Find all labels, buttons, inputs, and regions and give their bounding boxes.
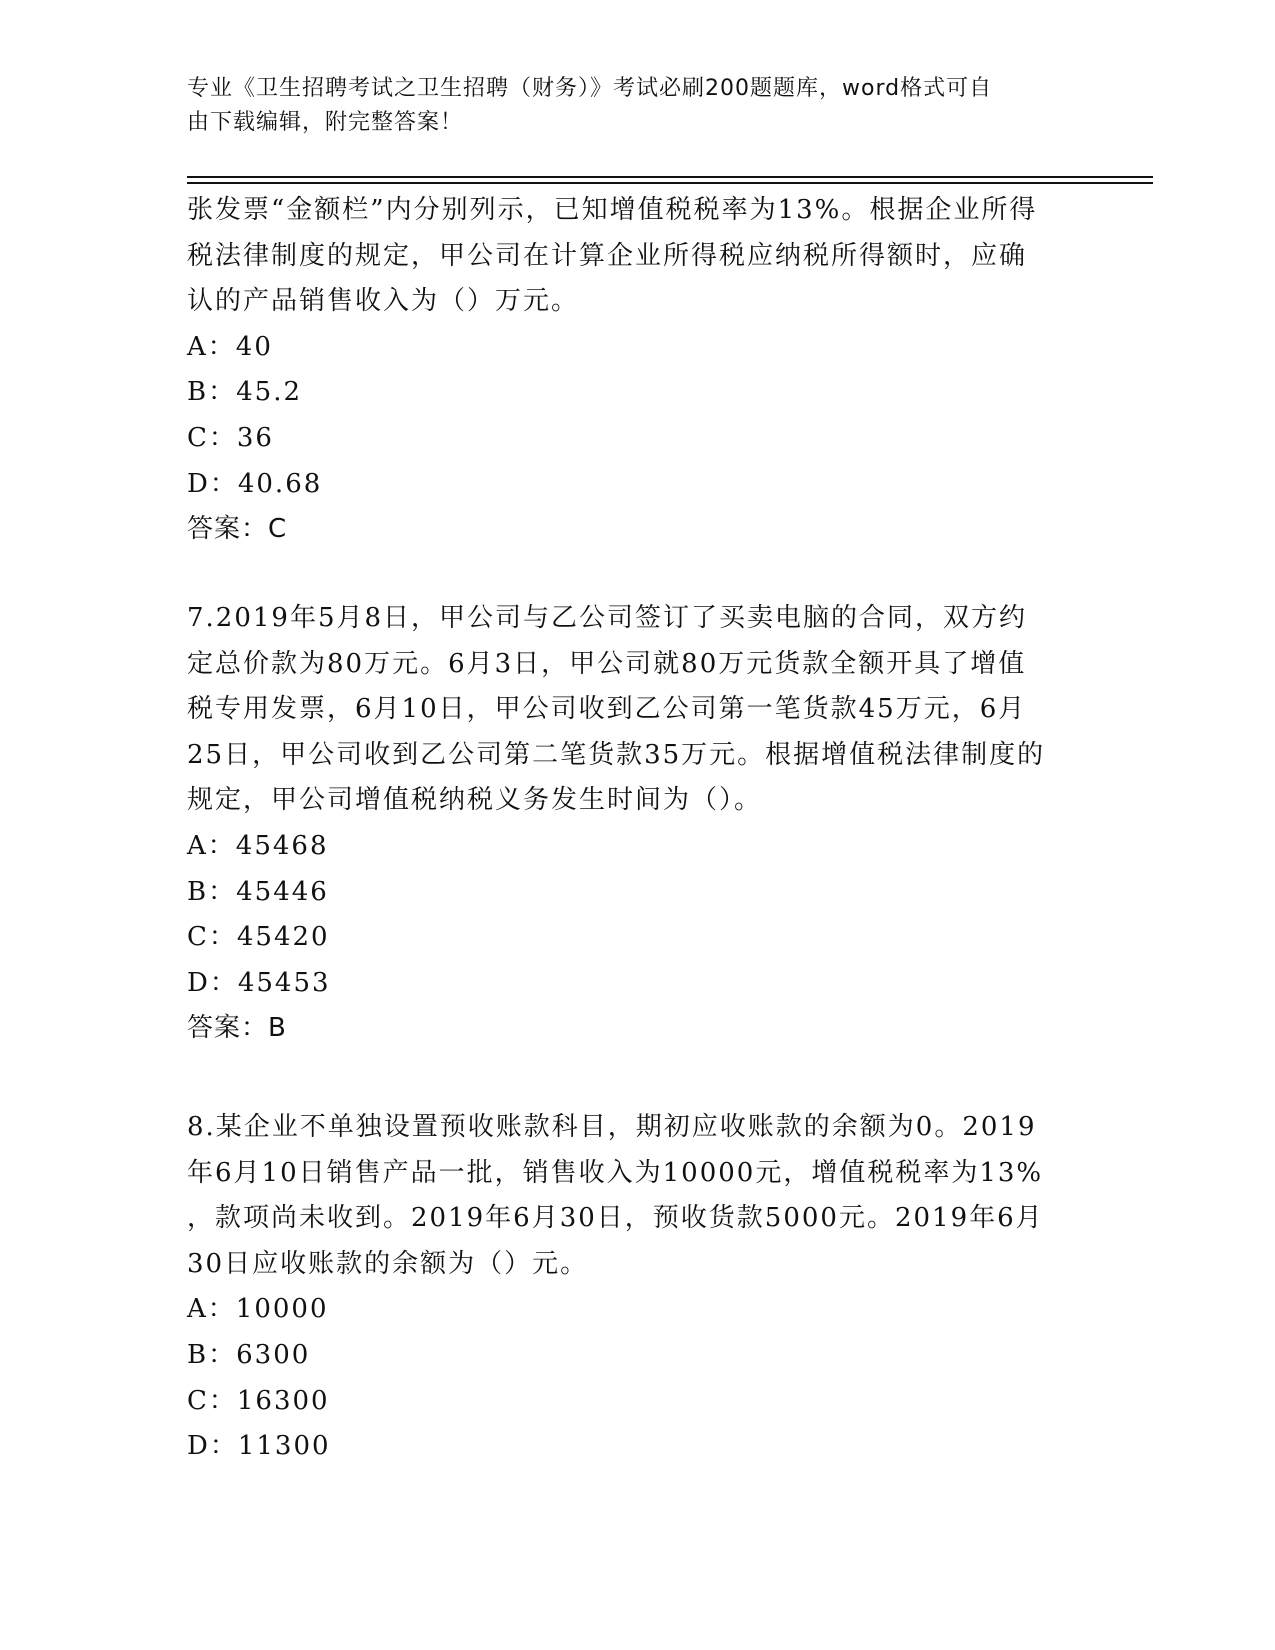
question-line: 7.2019年5月8日，甲公司与乙公司签订了买卖电脑的合同，双方约: [187, 603, 1028, 633]
answer-line: 答案：B: [187, 1013, 287, 1044]
question-line: 税专用发票，6月10日，甲公司收到乙公司第一笔货款45万元，6月: [187, 694, 1027, 725]
option-a: A：10000: [187, 1294, 329, 1325]
header-line: 由下载编辑，附完整答案！: [187, 110, 464, 135]
option-b: B：45446: [187, 876, 329, 907]
option-c: C：36: [187, 422, 274, 453]
option-a: A：45468: [187, 830, 329, 861]
question-line: 张发票“金额栏”内分别列示，已知增值税税率为13%。根据企业所得: [187, 195, 1038, 225]
header-divider-top: [187, 176, 1153, 178]
option-b: B：45.2: [187, 377, 302, 408]
question-line: 年6月10日销售产品一批，销售收入为10000元，增值税税率为13%: [187, 1157, 1044, 1188]
question-block: [187, 596, 1087, 1052]
question-block: [187, 1105, 1087, 1470]
question-line: 税法律制度的规定，甲公司在计算企业所得税应纳税所得额时，应确: [187, 240, 1028, 271]
question-line: 25日，甲公司收到乙公司第二笔货款35万元。根据增值税法律制度的: [187, 739, 1046, 770]
option-d: D：45453: [187, 967, 331, 998]
document-header: [187, 72, 1067, 140]
question-line: 30日应收账款的余额为（）元。: [187, 1248, 589, 1279]
question-line: 规定，甲公司增值税纳税义务发生时间为（）。: [187, 785, 763, 816]
question-line: 定总价款为80万元。6月3日，甲公司就80万元货款全额开具了增值: [187, 648, 1027, 679]
option-c: C：45420: [187, 922, 330, 953]
question-block: [187, 188, 1087, 553]
option-a: A：40: [187, 331, 273, 362]
header-line: 专业《卫生招聘考试之卫生招聘（财务）》考试必刷200题题库，word格式可自: [187, 76, 993, 101]
answer-line: 答案：C: [187, 514, 288, 545]
header-divider-bottom: [187, 182, 1153, 184]
question-line: 8.某企业不单独设置预收账款科目，期初应收账款的余额为0。2019: [187, 1112, 1037, 1142]
option-b: B：6300: [187, 1339, 311, 1370]
question-line: 认的产品销售收入为（）万元。: [187, 286, 580, 317]
option-d: D：40.68: [187, 468, 323, 499]
option-d: D：11300: [187, 1431, 331, 1462]
option-c: C：16300: [187, 1385, 330, 1416]
question-line: ，款项尚未收到。2019年6月30日，预收货款5000元。2019年6月: [187, 1203, 1044, 1234]
